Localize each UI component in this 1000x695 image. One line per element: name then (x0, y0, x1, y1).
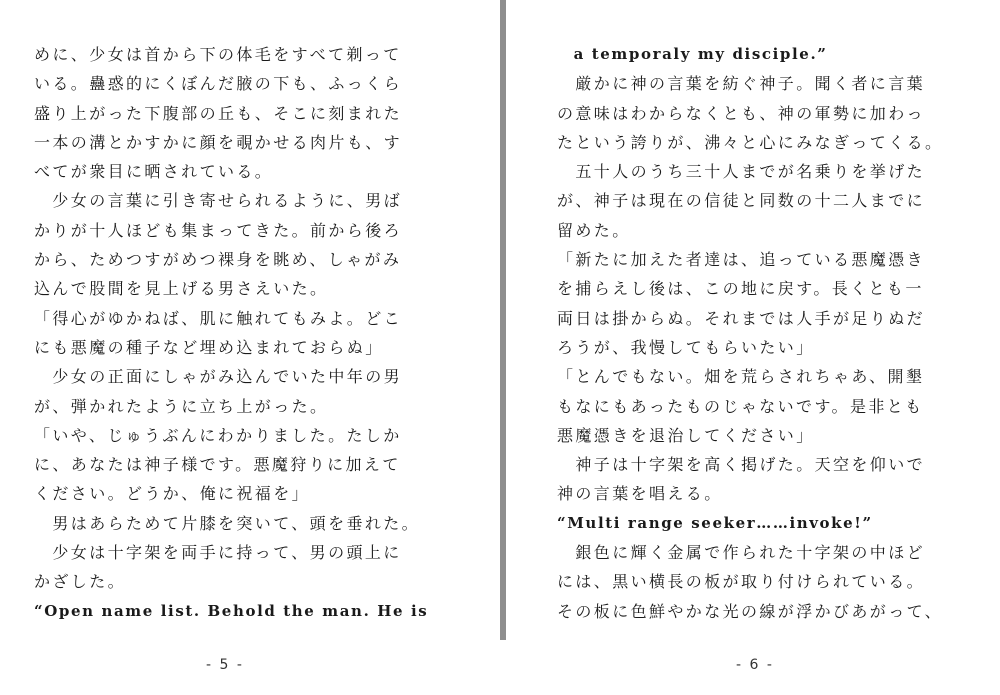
text-line: 少女は十字架を両手に持って、男の頭上に (34, 543, 402, 563)
text-line: から、ためつすがめつ裸身を眺め、しゃがみ (34, 250, 402, 270)
text-line: には、黒い横長の板が取り付けられている。 (557, 572, 926, 592)
text-line: 神子は十字架を高く掲げた。天空を仰いで (557, 455, 926, 475)
text-line: 少女の言葉に引き寄せられるように、男ば (34, 191, 403, 211)
text-line: べてが衆目に晒されている。 (34, 162, 274, 182)
left-page-text (34, 40, 434, 626)
text-line: 男はあらためて片膝を突いて、頭を垂れた。 (34, 513, 421, 533)
text-line: ください。どうか、俺に祝福を」 (34, 484, 311, 504)
text-line: 悪魔憑きを退治してください」 (557, 425, 815, 445)
text-line: ろうが、我慢してもらいたい」 (557, 337, 815, 357)
text-line: 一本の溝とかすかに顔を覗かせる肉片も、す (34, 132, 403, 152)
text-line: 「いや、じゅうぶんにわかりました。たしか (34, 425, 402, 445)
text-line: 「とんでもない。畑を荒らされちゃあ、開墾 (557, 367, 925, 387)
text-line: 「得心がゆかねば、肌に触れてもみよ。どこ (34, 308, 403, 328)
text-line: 盛り上がった下腹部の丘も、そこに刻まれた (34, 103, 403, 123)
text-line: たという誇りが、沸々と心にみなぎってくる。 (557, 132, 944, 152)
text-line: めに、少女は首から下の体毛をすべて剃って (34, 45, 402, 64)
text-line: いる。蠱惑的にくぼんだ腋の下も、ふっくら (34, 74, 403, 94)
text-line: 銀色に輝く金属で作られた十字架の中ほど (557, 543, 926, 563)
text-line: 「新たに加えた者達は、追っている悪魔憑き (557, 250, 926, 270)
text-line: 少女の正面にしゃがみ込んでいた中年の男 (34, 367, 403, 387)
text-line: を捕らえし後は、この地に戻す。長くとも一 (557, 279, 924, 299)
text-line: “Open name list. Behold the man. He is (34, 601, 429, 620)
text-line: 厳かに神の言葉を紡ぐ神子。聞く者に言葉 (557, 74, 926, 94)
text-line: 留めた。 (557, 220, 631, 240)
page-number: - 5 - (206, 657, 244, 673)
text-line: が、神子は現在の信徒と同数の十二人までに (557, 191, 926, 211)
text-line: a temporaly my disciple.” (557, 45, 828, 63)
text-line: の意味はわからなくとも、神の軍勢に加わっ (557, 103, 925, 123)
text-line: が、弾かれたように立ち上がった。 (34, 396, 329, 416)
text-line: 神の言葉を唱える。 (557, 484, 723, 504)
text-line: に、あなたは神子様です。悪魔狩りに加えて (34, 455, 401, 475)
text-line: 五十人のうち三十人までが名乗りを挙げた (557, 162, 926, 182)
text-line: その板に色鮮やかな光の線が浮かびあがって、 (557, 601, 944, 621)
text-line: “Multi range seeker……invoke!” (557, 513, 873, 532)
right-page-text (557, 40, 957, 626)
page-number: - 6 - (736, 657, 774, 673)
text-line: かりが十人ほども集まってきた。前から後ろ (34, 220, 403, 240)
right-page (506, 0, 1000, 695)
text-line: 両日は掛からぬ。それまでは人手が足りぬだ (557, 308, 926, 328)
text-line: にも悪魔の種子など埋め込まれておらぬ」 (34, 337, 384, 357)
text-line: かざした。 (34, 572, 127, 592)
text-line: 込んで股間を見上げる男さえいた。 (34, 279, 329, 299)
text-line: もなにもあったものじゃないです。是非とも (557, 396, 924, 416)
